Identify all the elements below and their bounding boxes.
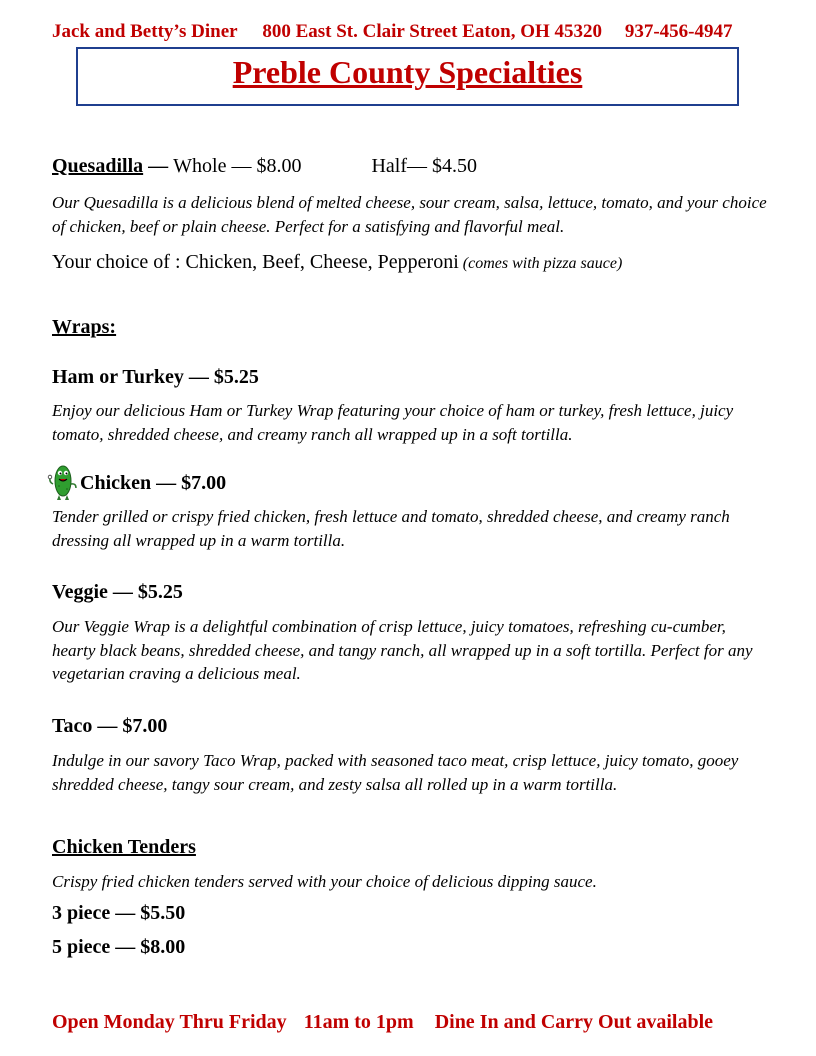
address: 800 East St. Clair Street Eaton, OH 45320	[262, 21, 603, 42]
quesadilla-description: Our Quesadilla is a delicious blend of melted cheese, sour cream, salsa, lettuce, tomato, and your choice of chicken, beef or plain cheese. Perfect for a satisfying and flavorful meal.	[52, 193, 767, 236]
tenders-heading: Chicken Tenders	[52, 836, 196, 858]
tenders-description: Crispy fried chicken tenders served with your choice of delicious dipping sauce.	[52, 872, 597, 891]
quesadilla-line	[52, 155, 477, 178]
quesadilla-half-price: Half— $4.50	[371, 155, 477, 177]
footer-time: 11am to 1pm	[303, 1011, 414, 1033]
wrap-ham-turkey-title: Ham or Turkey — $5.25	[52, 366, 259, 388]
title-box	[76, 47, 739, 106]
footer	[52, 1011, 713, 1034]
wrap-chicken-title: Chicken — $7.00	[80, 472, 227, 494]
quesadilla-choice-note: (comes with pizza sauce)	[462, 255, 623, 272]
tenders-option-3-piece: 3 piece — $5.50	[52, 902, 186, 924]
wraps-heading: Wraps:	[52, 316, 117, 338]
restaurant-name: Jack and Betty’s Diner	[52, 21, 238, 42]
wrap-ham-turkey-description: Enjoy our delicious Ham or Turkey Wrap featuring your choice of ham or turkey, fresh lettuce, juicy tomato, shredded cheese, and creamy ranch all wrapped up in a soft tortilla.	[52, 401, 734, 444]
wrap-taco-description: Indulge in our savory Taco Wrap, packed with seasoned taco meat, crisp lettuce, juicy tomato, gooey shredded cheese, tangy sour cream, and zesty salsa all rolled up in a warm tortilla.	[52, 751, 739, 794]
quesadilla-choice-text: Your choice of : Chicken, Beef, Cheese, Pepperoni	[52, 251, 459, 273]
wrap-veggie-title: Veggie — $5.25	[52, 581, 183, 603]
pickle-mascot-icon	[47, 462, 79, 502]
quesadilla-whole-price: Whole — $8.00	[173, 155, 302, 177]
wrap-chicken-description: Tender grilled or crispy fried chicken, fresh lettuce and tomato, shredded cheese, and creamy ranch dressing all wrapped up in a warm tortilla.	[52, 507, 730, 550]
quesadilla-name: Quesadilla	[52, 155, 144, 177]
wrap-veggie-description: Our Veggie Wrap is a delightful combination of crisp lettuce, juicy tomatoes, refreshing cu-cumber, hearty black beans, shredded cheese, and tangy ranch, all wrapped up in a soft tortilla. Perfect for any vegetarian craving a delicious meal.	[52, 617, 753, 683]
tenders-option-5-piece: 5 piece — $8.00	[52, 936, 186, 958]
diner-header	[52, 21, 732, 43]
page-title: Preble County Specialties	[232, 54, 583, 90]
quesadilla-choices	[52, 251, 622, 274]
wrap-taco-title: Taco — $7.00	[52, 715, 168, 737]
phone-number: 937-456-4947	[624, 21, 733, 42]
footer-service: Dine In and Carry Out available	[434, 1011, 714, 1033]
quesadilla-dash: —	[143, 155, 174, 177]
footer-hours: Open Monday Thru Friday	[52, 1011, 287, 1033]
